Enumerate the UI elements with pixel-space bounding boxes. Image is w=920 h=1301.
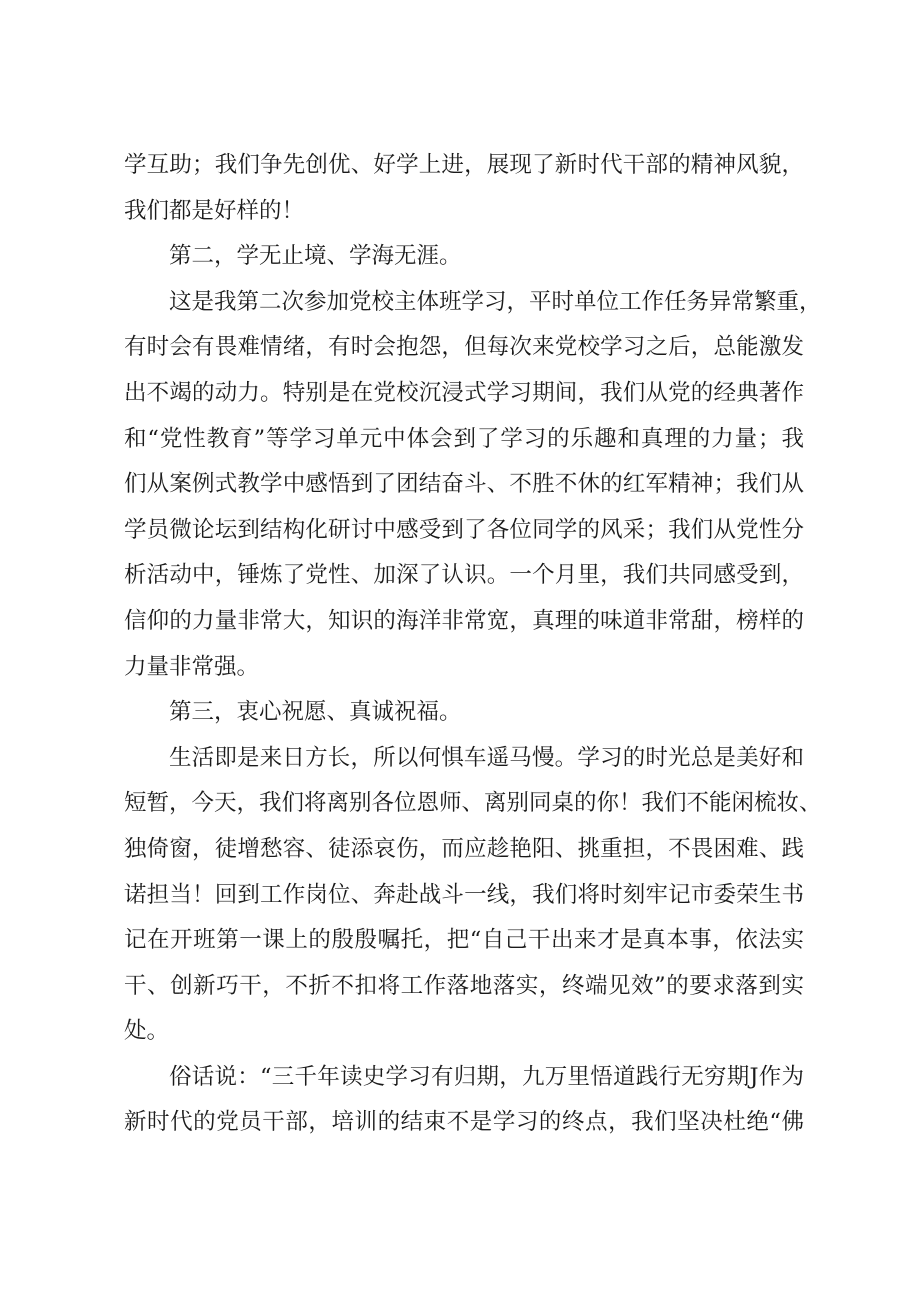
text-line-12: 力量非常强。 — [124, 653, 260, 680]
text-line-17: 诺担当！回到工作岗位、奔赴战斗一线，我们将时刻牢记市委荣生书 — [124, 881, 804, 908]
text-line-20: 处。 — [124, 1018, 170, 1045]
text-line-19: 干、创新巧干，不折不扣将工作落地落实，终端见效”的要求落到实 — [124, 972, 804, 999]
text-line-7: 和“党性教育”等学习单元中体会到了学习的乐趣和真理的力量；我 — [124, 425, 804, 452]
text-line-8: 们从案例式教学中感悟到了团结奋斗、不胜不休的红军精神；我们从 — [124, 471, 804, 498]
text-line-4: 这是我第二次参加党校主体班学习，平时单位工作任务异常繁重， — [169, 288, 822, 315]
text-line-10: 析活动中，锤炼了党性、加深了认识。一个月里，我们共同感受到， — [124, 562, 804, 589]
section-heading-2: 第二，学无止境、学海无涯。 — [169, 243, 462, 270]
text-line-16: 独倚窗，徒增愁容、徒添哀伤，而应趁艳阳、挑重担，不畏困难、践 — [124, 835, 804, 862]
text-line-5: 有时会有畏难情绪，有时会抱怨，但每次来党校学习之后，总能激发 — [124, 334, 804, 361]
text-line-1: 学互助；我们争先创优、好学上进，展现了新时代干部的精神风貌， — [124, 152, 804, 178]
section-heading-3: 第三，衷心祝愿、真诚祝福。 — [169, 699, 462, 726]
text-line-22: 新时代的党员干部，培训的结束不是学习的终点，我们坚决杜绝“佛 — [124, 1109, 804, 1136]
text-line-14: 生活即是来日方长，所以何惧车遥马慢。学习的时光总是美好和 — [169, 744, 804, 771]
text-line-11: 信仰的力量非常大，知识的海洋非常宽，真理的味道非常甜，榜样的 — [124, 607, 804, 634]
text-line-21: 俗话说：“三千年读史学习有归期，九万里悟道践行无穷期J作为 — [169, 1063, 804, 1090]
text-line-9: 学员微论坛到结构化研讨中感受到了各位同学的风采；我们从党性分 — [124, 516, 804, 543]
text-line-2: 我们都是好样的！ — [124, 197, 305, 224]
text-line-18: 记在开班第一课上的殷殷嘱托，把“自己干出来才是真本事，依法实 — [124, 927, 804, 954]
text-line-15: 短暂，今天，我们将离别各位恩师、离别同桌的你！我们不能闲梳妆、 — [124, 790, 822, 817]
text-line-6: 出不竭的动力。特别是在党校沉浸式学习期间，我们从党的经典著作 — [124, 379, 804, 406]
document-body — [124, 143, 822, 1146]
